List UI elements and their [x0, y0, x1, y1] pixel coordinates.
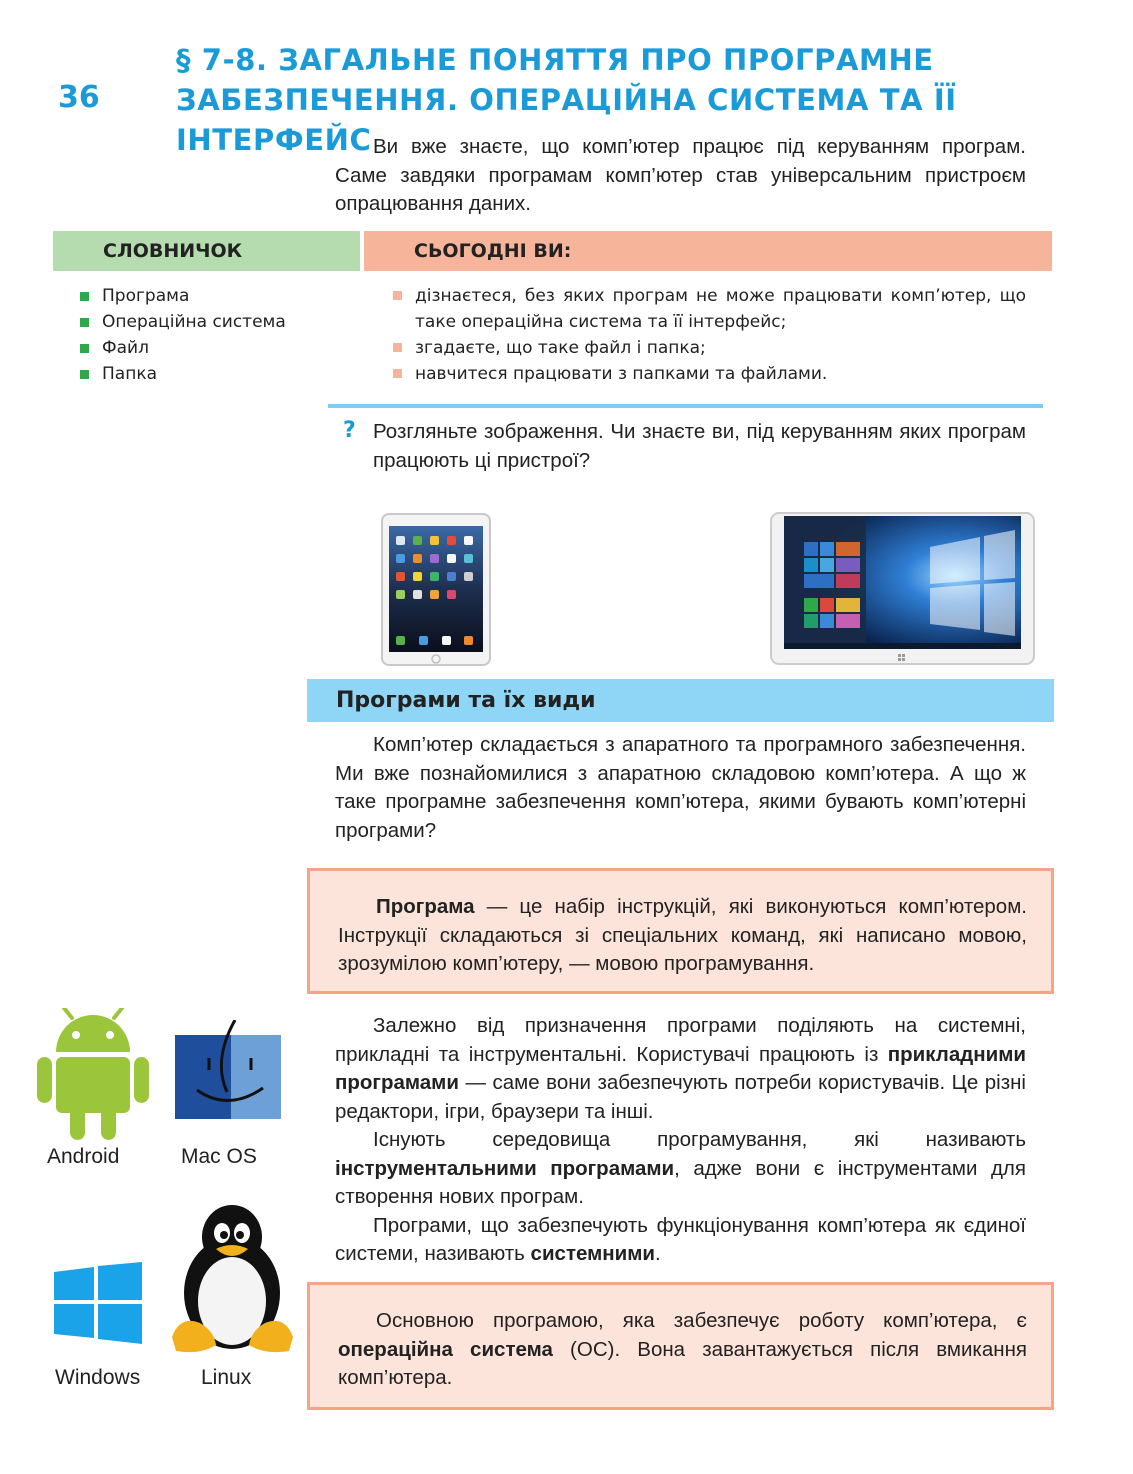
- windows-icon: [54, 1262, 144, 1344]
- vocab-item: Операційна система: [80, 309, 286, 335]
- divider: [328, 404, 1043, 408]
- mac-os-icon: [173, 1020, 283, 1120]
- bullet-square-icon: [80, 370, 89, 379]
- program-types-text: [335, 1012, 1026, 1269]
- today-item: згадаєте, що таке файл і папка;: [393, 335, 1026, 361]
- definition-box-program: Програма — це набір інструкцій, які виконуються комп’ютером. Інструкції складаються зі спеціальних команд, які написано мовою, зрозумілою комп’ютеру, — мовою програмування.: [307, 868, 1054, 994]
- bullet-square-icon: [80, 292, 89, 301]
- today-list: [393, 283, 1026, 387]
- definition-box-os: Основною програмою, яка забезпечує роботу комп’ютера, є операційна система (ОС). Вона завантажується після вмикання комп’ютера.: [307, 1282, 1054, 1410]
- ipad-image: [380, 512, 492, 667]
- paragraph-system: Програми, що забезпечують функціонування комп’ютера як єдиної системи, називають системними.: [335, 1213, 1026, 1265]
- bullet-square-icon: [80, 344, 89, 353]
- bullet-square-icon: [393, 369, 402, 378]
- vocab-item: Програма: [80, 283, 286, 309]
- page-title-line-1: § 7-8. ЗАГАЛЬНЕ ПОНЯТТЯ ПРО ПРОГРАМНЕ: [176, 43, 934, 77]
- intro-paragraph: Ви вже знаєте, що комп’ютер працює під керуванням програм. Саме завдяки програмам комп’ютер став універсальним пристроєм опрацювання даних.: [335, 135, 1026, 215]
- page-title-line-2: ЗАБЕЗПЕЧЕННЯ. ОПЕРАЦІЙНА СИСТЕМА ТА ЇЇ ІНТЕРФЕЙС: [176, 83, 957, 157]
- today-header: СЬОГОДНІ ВИ:: [364, 231, 1052, 271]
- bullet-square-icon: [80, 318, 89, 327]
- linux-label: Linux: [201, 1366, 252, 1389]
- paragraph-instrumental: Існують середовища програмування, які називають інструментальними програмами, адже вони є інструментами для створення нових програм.: [335, 1128, 1026, 1208]
- windows-tablet-image: [770, 512, 1035, 665]
- vocab-item: Папка: [80, 361, 286, 387]
- vocab-list: [80, 283, 286, 387]
- question-mark-icon: ?: [343, 418, 356, 443]
- today-item: навчитеся працювати з папками та файлами.: [393, 361, 1026, 387]
- today-item: дізнаєтеся, без яких програм не може працювати комп’ютер, що таке операційна система та її інтерфейс;: [393, 283, 1026, 335]
- section-paragraph: Комп’ютер складається з апаратного та програмного забезпечення. Ми вже познайомилися з апаратною складовою комп’ютера. А що ж таке програмне забезпечення комп’ютера, якими бувають комп’ютерні програми?: [335, 733, 1026, 842]
- vocab-header: СЛОВНИЧОК: [53, 231, 360, 271]
- section-header: Програми та їх види: [307, 679, 1054, 722]
- bullet-square-icon: [393, 291, 402, 300]
- linux-tux-icon: [170, 1205, 295, 1355]
- android-icon: [36, 1008, 150, 1142]
- definition-term: Програма: [376, 895, 475, 918]
- bullet-square-icon: [393, 343, 402, 352]
- question-text: Розгляньте зображення. Чи знаєте ви, під керуванням яких програм працюють ці пристрої?: [373, 420, 1026, 472]
- android-label: Android: [47, 1145, 120, 1168]
- windows-label: Windows: [55, 1366, 141, 1389]
- mac-os-label: Mac OS: [181, 1145, 257, 1168]
- page-number: 36: [58, 80, 100, 115]
- vocab-item: Файл: [80, 335, 286, 361]
- paragraph-applied: Залежно від призначення програми поділяють на системні, прикладні та інструментальні. Користувачі працюють із прикладними програмами — саме вони забезпечують потреби користувачів. Це різні редактори, ігри, браузери та інші.: [335, 1014, 1026, 1123]
